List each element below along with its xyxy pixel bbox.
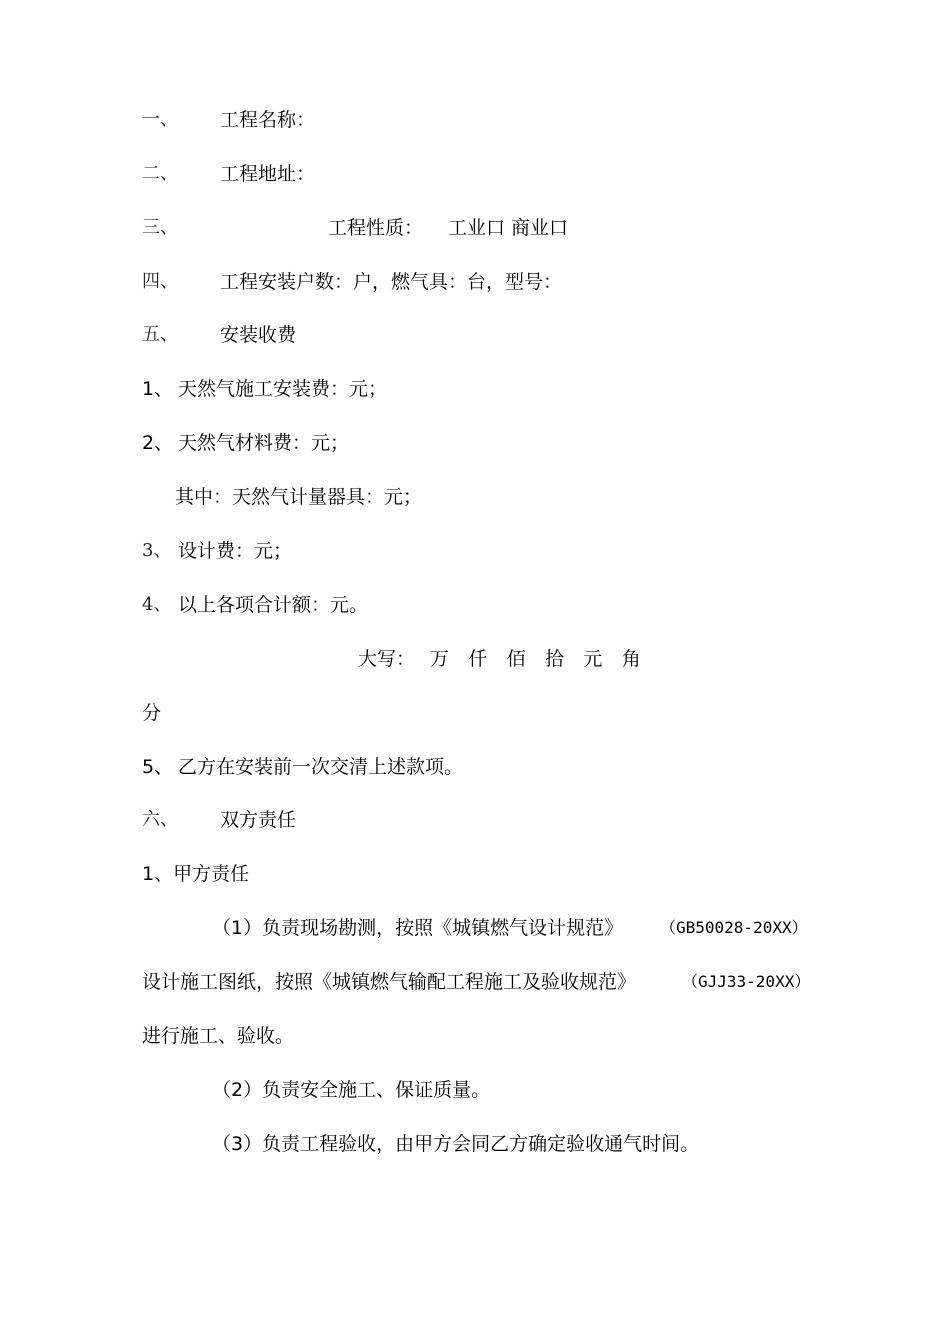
section-5-number: 五、 (142, 324, 178, 345)
duty-1-standard-code-1: （GB50028-20XX） (660, 918, 808, 937)
section-2-number: 二、 (142, 163, 178, 184)
fee-item-1-number: 1、 (142, 378, 174, 400)
amount-in-words-fen-text: 分 (142, 702, 162, 724)
section-1-text: 工程名称： (220, 109, 316, 131)
section-6-text: 双方责任 (220, 809, 297, 831)
section-3-options: 工业口 商业口 (448, 217, 569, 239)
fee-item-3-number: 3、 (142, 540, 172, 561)
fee-item-2-text: 天然气材料费：元； (178, 432, 350, 454)
duty-3-text: （3）负责工程验收，由甲方会同乙方确定验收通气时间。 (212, 1133, 700, 1155)
section-3-label: 工程性质： (328, 217, 424, 239)
duty-1-line-3-text: 进行施工、验收。 (142, 1025, 295, 1047)
fee-item-5-number: 5、 (142, 756, 174, 778)
fee-item-2-number: 2、 (142, 432, 174, 454)
duty-1-standard-code-2: （GJJ33-20XX） (682, 972, 811, 991)
fee-item-2-sub-text: 其中：天然气计量器具：元； (175, 486, 423, 508)
fee-item-3-text: 设计费：元； (178, 540, 293, 562)
section-4-number: 四、 (142, 271, 178, 292)
section-5-text: 安装收费 (220, 324, 297, 346)
party-a-duties-title-text: 1、甲方责任 (142, 863, 250, 885)
fee-item-4-number: 4、 (142, 594, 172, 615)
duty-2-text: （2）负责安全施工、保证质量。 (212, 1079, 491, 1101)
fee-item-1-text: 天然气施工安装费：元； (178, 378, 388, 400)
section-4-text: 工程安装户数：户，燃气具：台，型号： (220, 271, 563, 293)
section-3-number: 三、 (142, 217, 178, 238)
amount-in-words-units: 万 仟 佰 拾 元 角 (430, 648, 648, 670)
duty-1-line-2-text: 设计施工图纸，按照《城镇燃气输配工程施工及验收规范》 (142, 971, 637, 993)
section-6-number: 六、 (142, 809, 178, 830)
section-1-number: 一、 (142, 109, 178, 130)
fee-item-4-text: 以上各项合计额：元。 (178, 594, 369, 616)
amount-in-words-label: 大写： (358, 648, 416, 670)
fee-item-5-text: 乙方在安装前一次交清上述款项。 (178, 756, 464, 778)
duty-1-line-1-text: （1）负责现场勘测，按照《城镇燃气设计规范》 (212, 917, 624, 939)
section-2-text: 工程地址： (220, 163, 316, 185)
